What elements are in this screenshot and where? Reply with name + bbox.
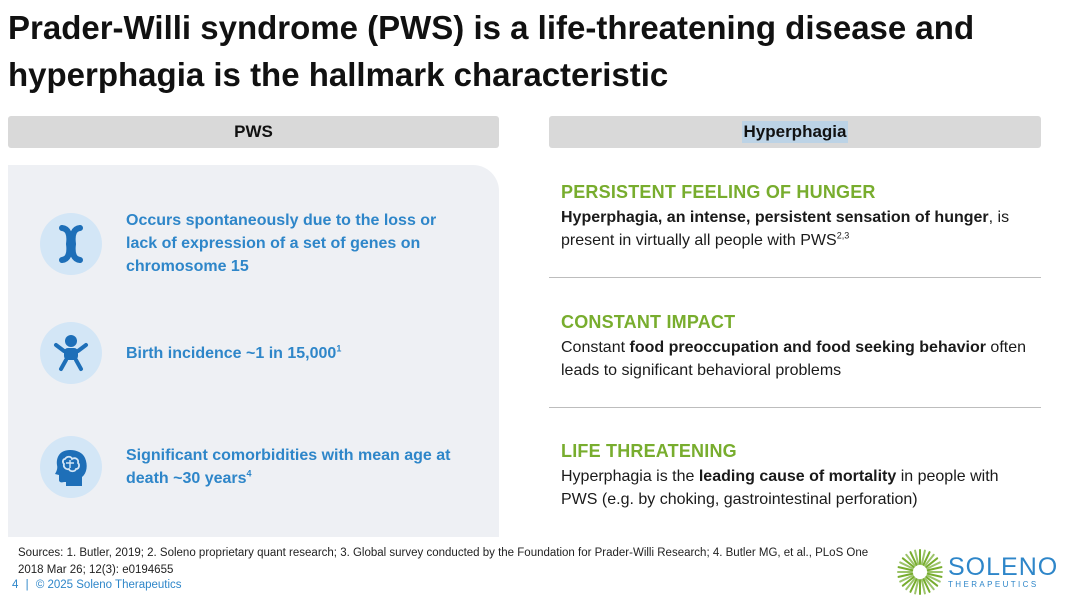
section-body [561,465,1031,511]
brain-head-icon [40,436,102,498]
hunger-section [561,180,1031,252]
logo-subtitle: THERAPEUTICS [948,579,1039,589]
impact-section [561,310,1031,382]
pws-fact-text [126,342,466,365]
footnote-ref: 1 [336,343,342,354]
pws-fact-incidence-text: Birth incidence ~1 in 15,000 [126,344,337,362]
body-text: Hyperphagia is the [561,468,699,485]
baby-icon [40,322,102,384]
pws-fact-comorbidities-text: Significant comorbidities with mean age at death ~30 years [126,447,451,487]
footnote-ref: 4 [246,468,252,479]
copyright: © 2025 Soleno Therapeutics [35,579,182,591]
pws-fact-genes-text: Occurs spontaneously due to the loss or lack of expression of a set of genes on chromosome 15 [126,212,437,275]
pws-fact-text [126,444,466,490]
section-heading: CONSTANT IMPACT [561,312,736,332]
footer-separator: | [25,579,29,591]
emphasis-text: Hyperphagia, an intense, persistent sensation of hunger [561,209,989,226]
hyperphagia-column-header [549,116,1041,148]
body-text: Constant [561,339,630,356]
section-body [561,206,1031,252]
page-footer [12,579,182,591]
body-text: in people with PWS (e.g. by choking, gastrointestinal perforation) [561,468,999,508]
chromosome-icon [40,213,102,275]
pws-fact-genes [40,209,466,278]
hyperphagia-header-label: Hyperphagia [743,122,847,141]
slide-title: Prader-Willi syndrome (PWS) is a life-threatening disease and hyperphagia is the hallmark characteristic [8,9,975,93]
page-number: 4 [12,579,19,591]
section-heading: PERSISTENT FEELING OF HUNGER [561,182,876,202]
section-divider [549,407,1041,408]
sunburst-logo-icon [896,548,944,596]
body-text: , is present in virtually all people with PWS [561,209,1010,249]
section-divider [549,277,1041,278]
pws-fact-text [126,209,466,278]
sources-footnote: Sources: 1. Butler, 2019; 2. Soleno proprietary quant research; 3. Global survey conducted by the Foundation for Prader-Willi Research; 4. Butler MG, et al., PLoS One 2018 Mar 26; 12(3): e0194655 [18,547,869,576]
emphasis-text: leading cause of mortality [698,468,897,485]
section-heading: LIFE THREATENING [561,441,737,461]
pws-column-header [8,116,499,148]
footnote-ref: 2,3 [836,230,850,241]
section-body [561,336,1031,382]
soleno-logo [896,548,1058,596]
pws-fact-comorbidities [40,436,466,498]
pws-fact-incidence [40,322,466,384]
pws-header-label: PWS [234,122,273,141]
body-text: often leads to significant behavioral problems [561,339,1026,379]
life-threatening-section [561,439,1031,511]
emphasis-text: food preoccupation and food seeking behavior [629,339,986,356]
logo-name: SOLENO [948,552,1059,581]
